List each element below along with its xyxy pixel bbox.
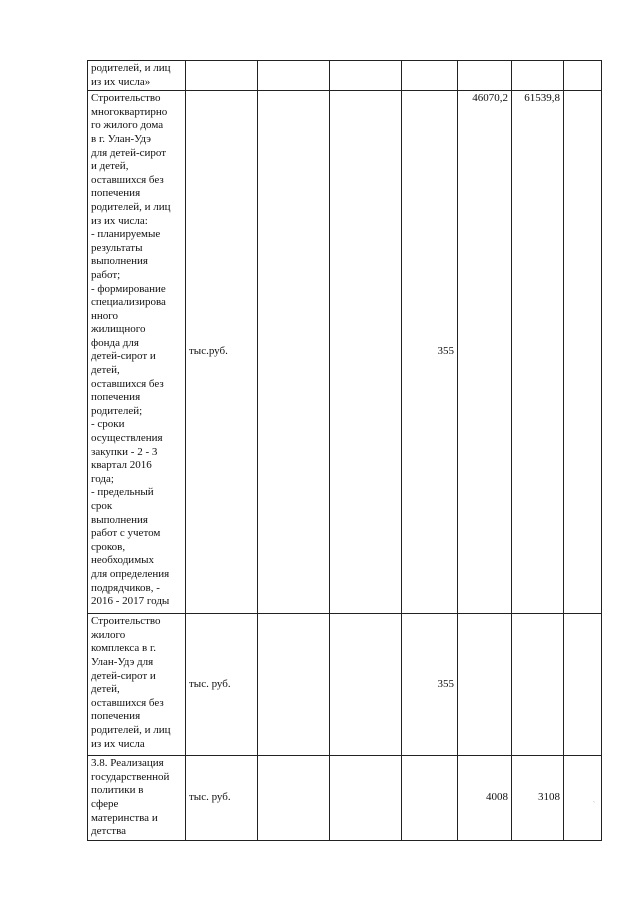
value-cell: 4008 — [458, 756, 512, 841]
table-row — [88, 61, 602, 91]
value-cell — [258, 756, 330, 841]
value-cell — [258, 614, 330, 756]
unit-cell: тыс. руб. — [186, 614, 258, 756]
unit-cell: тыс. руб. — [186, 756, 258, 841]
value-cell — [330, 61, 402, 91]
value-cell — [564, 61, 602, 91]
value-cell: 3108 — [512, 756, 564, 841]
tick-mark-icon: ˏ — [593, 797, 595, 804]
value-cell: 46070,2 — [458, 91, 512, 614]
table-row — [88, 614, 602, 756]
table-row — [88, 756, 602, 841]
value-cell — [512, 61, 564, 91]
value-cell — [402, 61, 458, 91]
value-cell — [258, 91, 330, 614]
unit-cell — [186, 61, 258, 91]
value-cell — [330, 614, 402, 756]
value-cell — [402, 756, 458, 841]
value-cell — [512, 614, 564, 756]
row-name-cell: 3.8. Реализация государственной политики в сфере материнства и детства — [88, 756, 186, 841]
value-cell: 355 — [402, 614, 458, 756]
row-name-cell: Строительство многоквартирно го жилого дома в г. Улан-Удэ для детей-сирот и детей, оставшихся без попечения родителей, и лиц из их числа: - планируемые результаты выполнения работ; - формирование специализирова нного жилищного фонда для детей-сирот и детей, оставшихся без попечения родителей; - сроки осуществления закупки - 2 - 3 квартал 2016 года; - предельный срок выполнения работ с учетом сроков, необходимых для определения подрядчиков, - 2016 - 2017 годы — [88, 91, 186, 614]
row-name-cell: родителей, и лиц из их числа» — [88, 61, 186, 91]
value-cell: 355 — [402, 91, 458, 614]
value-cell — [458, 614, 512, 756]
value-cell — [330, 756, 402, 841]
value-cell — [564, 91, 602, 614]
unit-cell: тыс.руб. — [186, 91, 258, 614]
row-name-cell: Строительство жилого комплекса в г. Улан-Удэ для детей-сирот и детей, оставшихся без попечения родителей, и лиц из их числа — [88, 614, 186, 756]
value-cell — [258, 61, 330, 91]
value-cell: 61539,8 — [512, 91, 564, 614]
budget-table — [87, 60, 602, 841]
value-cell — [564, 756, 602, 841]
table-row — [88, 91, 602, 614]
value-cell — [330, 91, 402, 614]
value-cell — [458, 61, 512, 91]
value-cell — [564, 614, 602, 756]
